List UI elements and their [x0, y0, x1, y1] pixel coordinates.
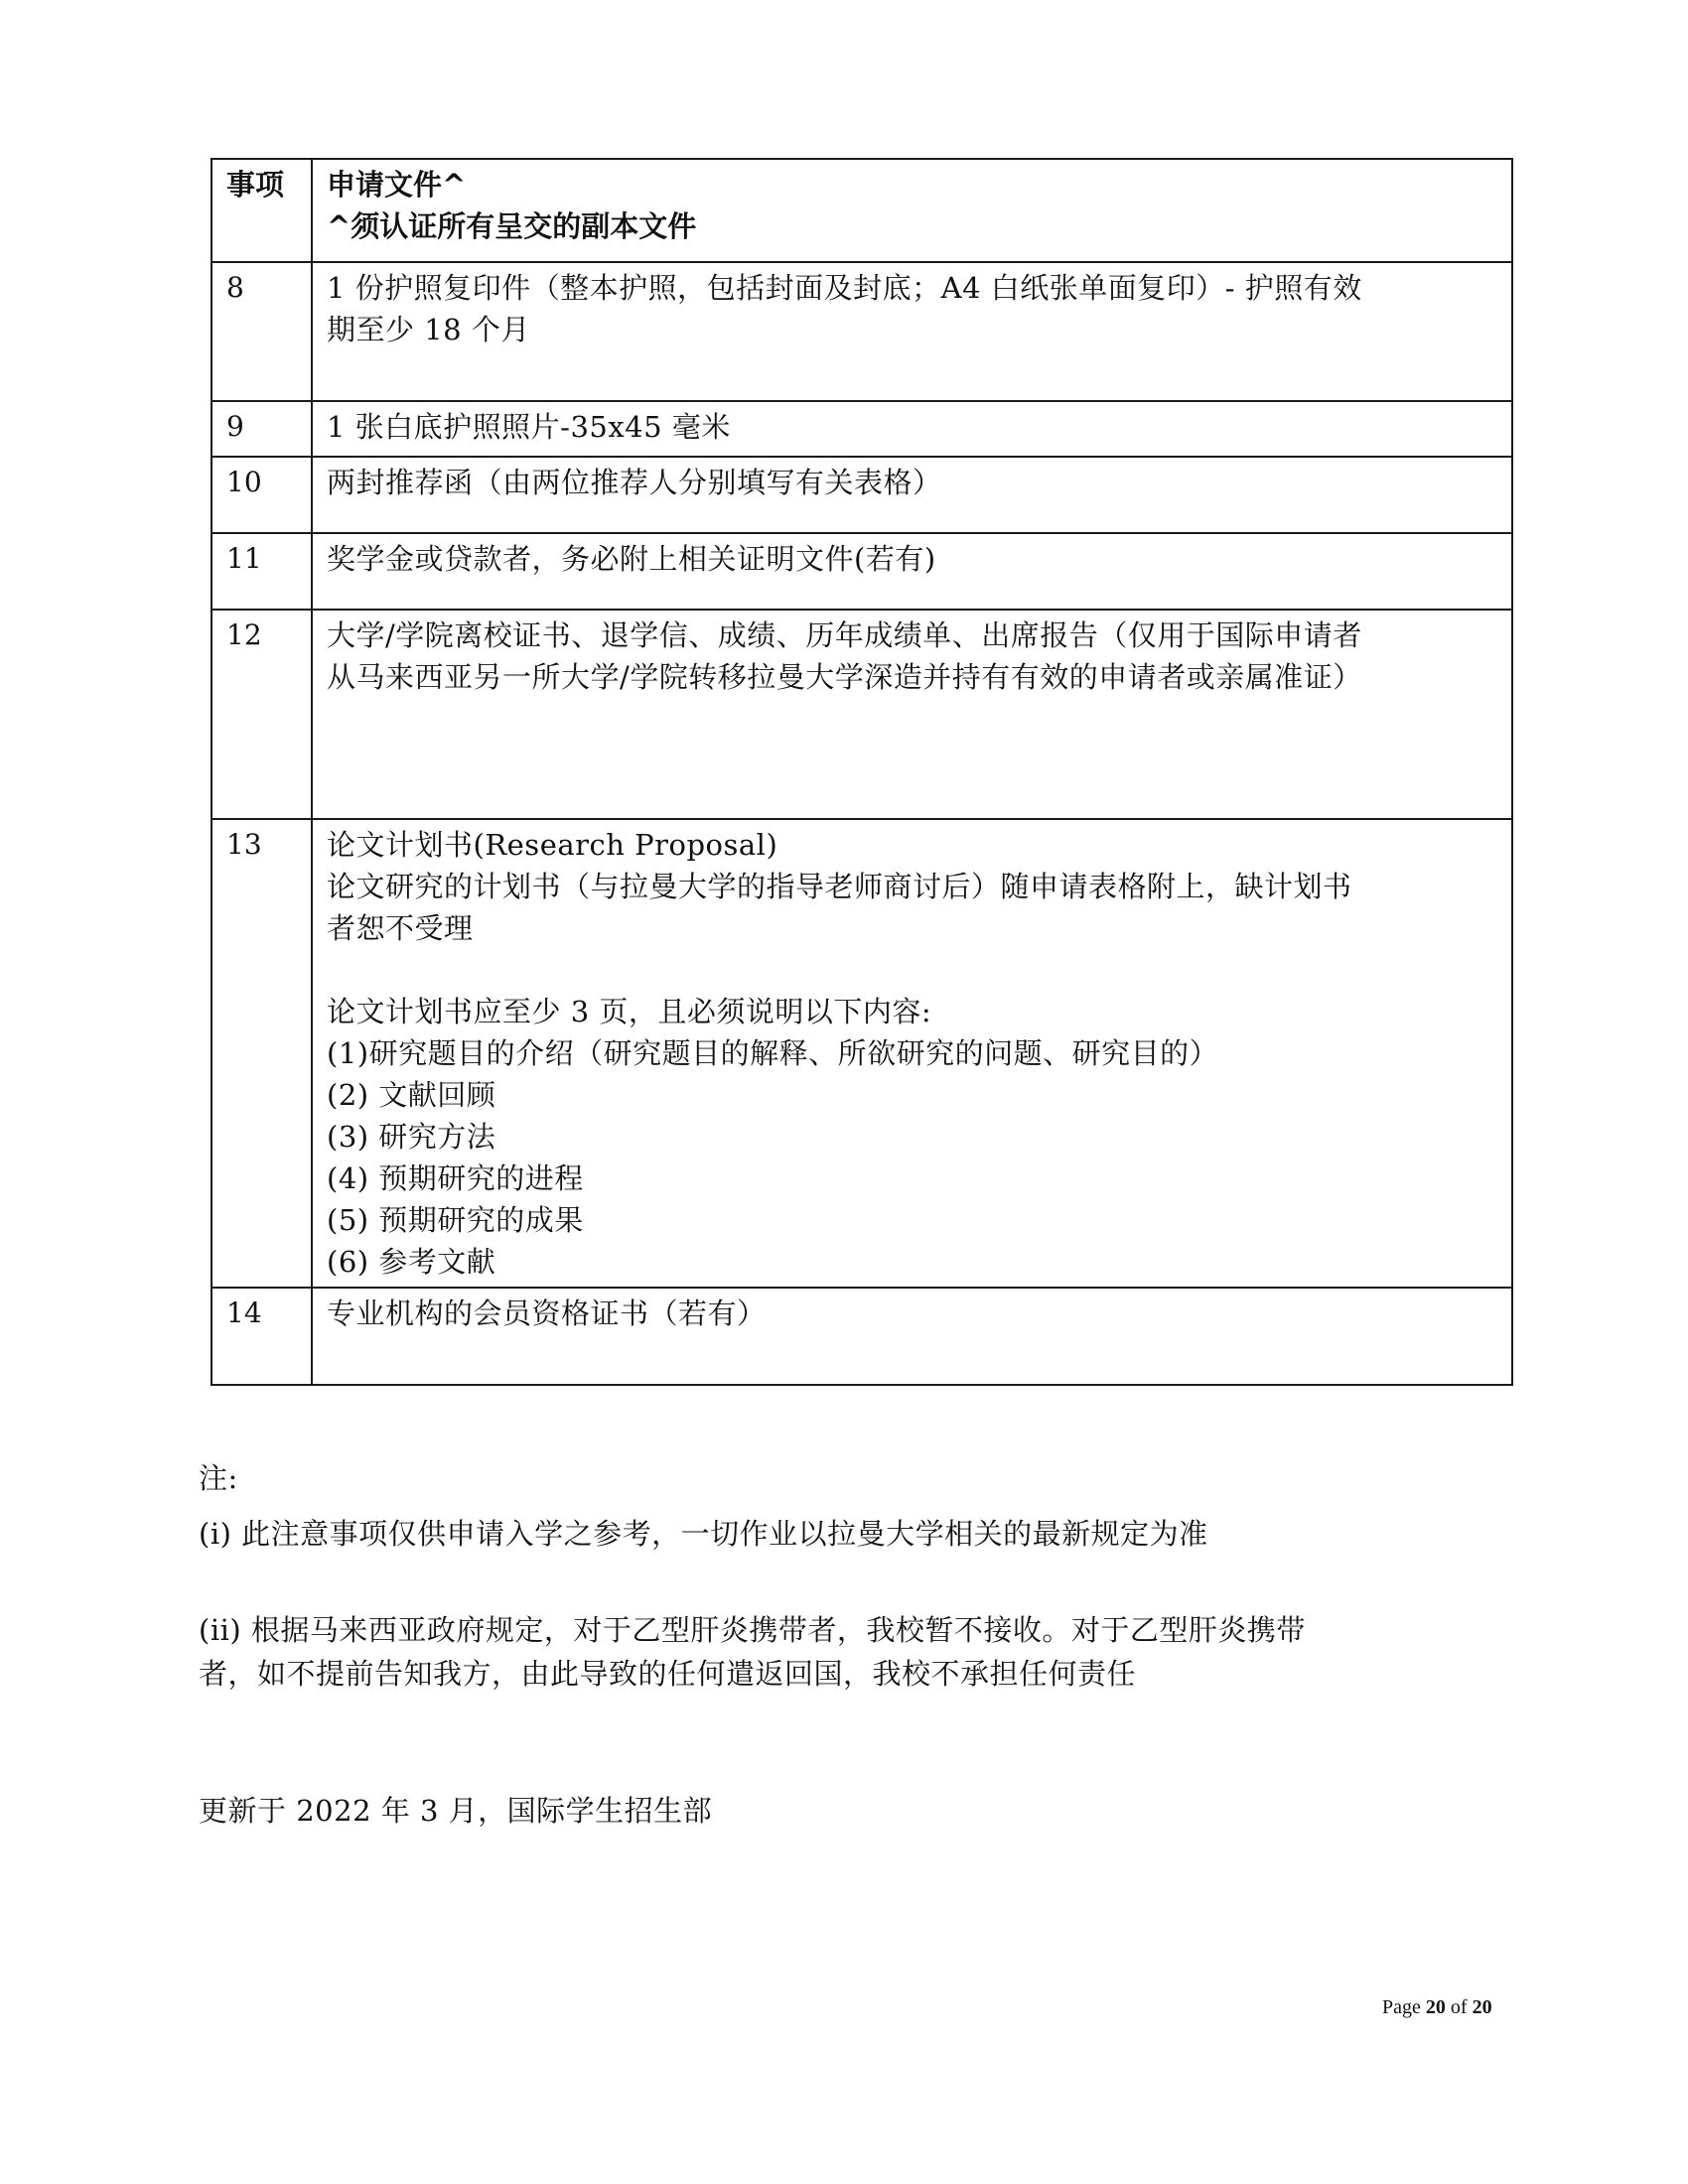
blank-line — [327, 949, 1501, 991]
page-current: 20 — [1425, 1996, 1446, 2018]
row-document — [312, 401, 1512, 457]
row-number: 8 — [211, 262, 312, 401]
row-document — [312, 610, 1512, 819]
row-document — [312, 1288, 1512, 1385]
row-number: 10 — [211, 457, 312, 533]
row-number: 11 — [211, 533, 312, 610]
row-document — [312, 457, 1512, 533]
page-total: 20 — [1472, 1996, 1492, 2018]
row-text-line: 奖学金或贷款者，务必附上相关证明文件(若有) — [327, 542, 936, 576]
row-text-line: 专业机构的会员资格证书（若有） — [327, 1297, 767, 1330]
row-text-line: (5) 预期研究的成果 — [327, 1203, 584, 1237]
row-document — [312, 262, 1512, 401]
updated-date-text: 更新于 2022 年 3 月，国际学生招生部 — [199, 1794, 713, 1828]
row-text-line: 从马来西亚另一所大学/学院转移拉曼大学深造并持有有效的申请者或亲属准证） — [327, 660, 1362, 694]
row-text-line: 者恕不受理 — [327, 911, 474, 945]
row-document — [312, 533, 1512, 610]
row-document — [312, 819, 1512, 1288]
table-row — [211, 262, 1512, 401]
row-text-line: 大学/学院离校证书、退学信、成绩、历年成绩单、出席报告（仅用于国际申请者 — [327, 618, 1362, 652]
row-text-line: 期至少 18 个月 — [327, 313, 530, 346]
table-header-row — [211, 159, 1512, 262]
row-text-line: (6) 参考文献 — [327, 1245, 496, 1279]
row-text-line: 1 张白底护照照片-35x45 毫米 — [327, 410, 731, 444]
header-documents-title: 申请文件^ — [327, 168, 467, 202]
of-word: of — [1450, 1996, 1468, 2018]
row-text-line: 论文计划书应至少 3 页，且必须说明以下内容: — [327, 995, 932, 1028]
header-item-column: 事项 — [211, 159, 312, 262]
table-row — [211, 1288, 1512, 1385]
page-word: Page — [1382, 1996, 1421, 2018]
table-row — [211, 533, 1512, 610]
note-item-2-line-2: 者，如不提前告知我方，由此导致的任何遣返回国，我校不承担任何责任 — [199, 1657, 1137, 1691]
table-row — [211, 401, 1512, 457]
header-documents-column — [312, 159, 1512, 262]
row-text-line: 1 份护照复印件（整本护照，包括封面及封底；A4 白纸张单面复印）- 护照有效 — [327, 271, 1362, 305]
row-text-line: 两封推荐函（由两位推荐人分别填写有关表格） — [327, 466, 942, 499]
row-text-line: (1)研究题目的介绍（研究题目的解释、所欲研究的问题、研究目的） — [327, 1036, 1219, 1070]
header-documents-note: ^须认证所有呈交的副本文件 — [327, 209, 697, 243]
row-number: 9 — [211, 401, 312, 457]
row-text-line: (2) 文献回顾 — [327, 1078, 496, 1112]
table-row — [211, 610, 1512, 819]
row-number: 14 — [211, 1288, 312, 1385]
note-item-1: (i) 此注意事项仅供申请入学之参考，一切作业以拉曼大学相关的最新规定为准 — [199, 1517, 1208, 1551]
table-row — [211, 457, 1512, 533]
row-text-line: 论文研究的计划书（与拉曼大学的指导老师商讨后）随申请表格附上，缺计划书 — [327, 870, 1352, 903]
row-text-line: (4) 预期研究的进程 — [327, 1161, 584, 1195]
application-documents-table — [211, 158, 1513, 1386]
row-number: 13 — [211, 819, 312, 1288]
row-text-line: 论文计划书(Research Proposal) — [327, 828, 778, 862]
table-row — [211, 819, 1512, 1288]
row-text-line: (3) 研究方法 — [327, 1120, 496, 1154]
page-footer — [1382, 1996, 1492, 2019]
notes-title: 注: — [199, 1461, 238, 1495]
note-item-2-line-1: (ii) 根据马来西亚政府规定，对于乙型肝炎携带者，我校暂不接收。对于乙型肝炎携带 — [199, 1613, 1306, 1647]
row-number: 12 — [211, 610, 312, 819]
